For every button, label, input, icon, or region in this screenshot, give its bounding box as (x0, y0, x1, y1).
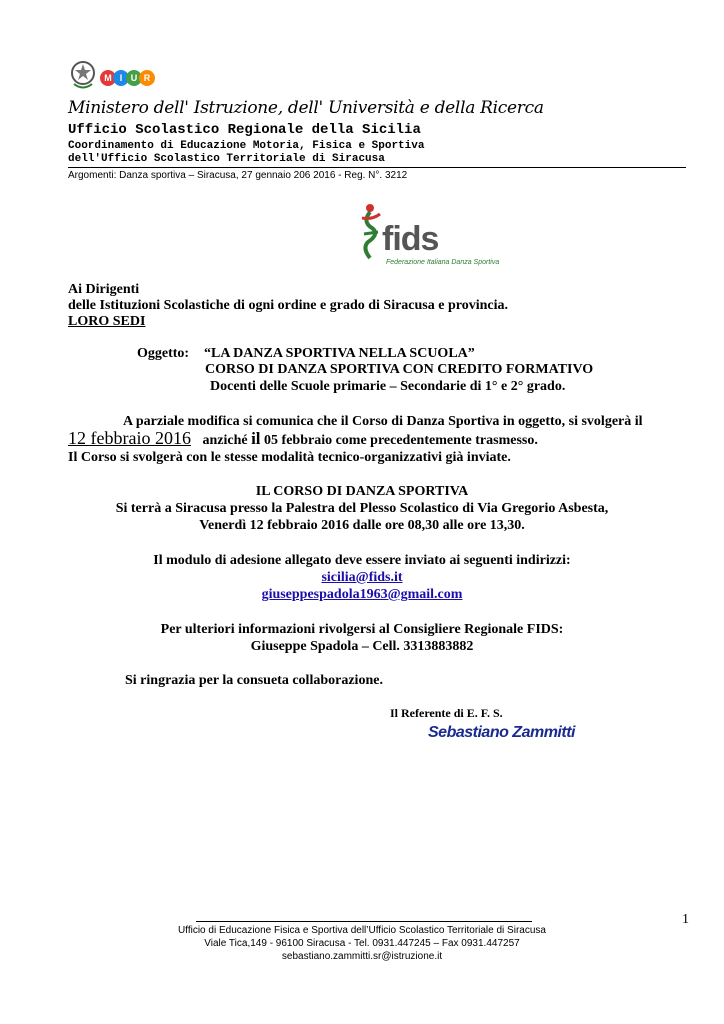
office-name: Ufficio Scolastico Regionale della Sicilia (68, 122, 421, 138)
footer-line-1: Ufficio di Educazione Fisica e Sportiva dell’Ufficio Scolastico Territoriale di Siracusa (178, 925, 546, 936)
thanks-line: Si ringrazia per la consueta collaborazione. (125, 673, 383, 688)
email-link-fids[interactable]: sicilia@fids.it (321, 570, 403, 585)
course-datetime: Venerdì 12 febbraio 2016 dalle ore 08,30 alle ore 13,30. (199, 518, 525, 533)
subject-line-2: CORSO DI DANZA SPORTIVA CON CREDITO FORMATIVO (205, 362, 594, 377)
date-change-line (68, 428, 538, 449)
fids-wordmark: fids (382, 220, 439, 258)
fids-logo (358, 200, 498, 270)
document-reference: Argomenti: Danza sportiva – Siracusa, 27 gennaio 206 2016 - Reg. N°. 3212 (68, 170, 408, 181)
il-word: il (251, 429, 261, 448)
body-paragraph-1: A parziale modifica si comunica che il Corso di Danza Sportiva in oggetto, si svolgerà il (123, 414, 643, 429)
email-link-spadola[interactable]: giuseppespadola1963@gmail.com (261, 587, 463, 602)
footer-divider (196, 921, 532, 922)
new-date: 12 febbraio 2016 (68, 428, 191, 448)
footer-line-2: Viale Tica,149 - 96100 Siracusa - Tel. 0931.447245 – Fax 0931.447257 (204, 938, 520, 949)
italian-emblem-icon (70, 58, 96, 92)
subject-line-1: “LA DANZA SPORTIVA NELLA SCUOLA” (204, 346, 475, 361)
recipient-line-3: LORO SEDI (68, 314, 146, 329)
anziche-word: anziché (202, 433, 248, 448)
coordination-line-2: dell'Ufficio Scolastico Territoriale di Siracusa (68, 153, 385, 165)
recipient-line-2: delle Istituzioni Scolastiche di ogni ordine e grado di Siracusa e provincia. (68, 298, 508, 313)
signature: Sebastiano Zammitti (428, 724, 575, 741)
course-location: Si terrà a Siracusa presso la Palestra del Plesso Scolastico di Via Gregorio Asbesta, (115, 501, 609, 516)
recipient-line-1: Ai Dirigenti (68, 282, 140, 297)
letterhead-logos (70, 58, 190, 100)
subject-label: Oggetto: (137, 346, 190, 361)
info-line-2: Giuseppe Spadola – Cell. 3313883882 (250, 639, 474, 654)
miur-logo: M I U R (100, 68, 152, 86)
ministry-name: Ministero dell' Istruzione, dell' Università e della Ricerca (68, 98, 544, 118)
footer-email: sebastiano.zammitti.sr@istruzione.it (281, 951, 443, 962)
course-title: IL CORSO DI DANZA SPORTIVA (255, 484, 469, 499)
old-date-text: 05 febbraio come precedentemente trasmesso. (264, 433, 538, 448)
subject-line-3: Docenti delle Scuole primarie – Secondarie di 1° e 2° grado. (210, 379, 566, 394)
form-instruction: Il modulo di adesione allegato deve essere inviato ai seguenti indirizzi: (153, 553, 571, 568)
body-paragraph-2: Il Corso si svolgerà con le stesse modalità tecnico-organizzativi già inviate. (68, 450, 511, 465)
fids-subtitle: Federazione Italiana Danza Sportiva (386, 259, 500, 266)
referente-label: Il Referente di E. F. S. (390, 706, 503, 720)
page-number: 1 (682, 912, 689, 927)
dancer-icon (358, 200, 384, 270)
header-divider (68, 167, 686, 168)
coordination-line-1: Coordinamento di Educazione Motoria, Fisica e Sportiva (68, 140, 425, 152)
info-line-1: Per ulteriori informazioni rivolgersi al Consigliere Regionale FIDS: (160, 622, 564, 637)
